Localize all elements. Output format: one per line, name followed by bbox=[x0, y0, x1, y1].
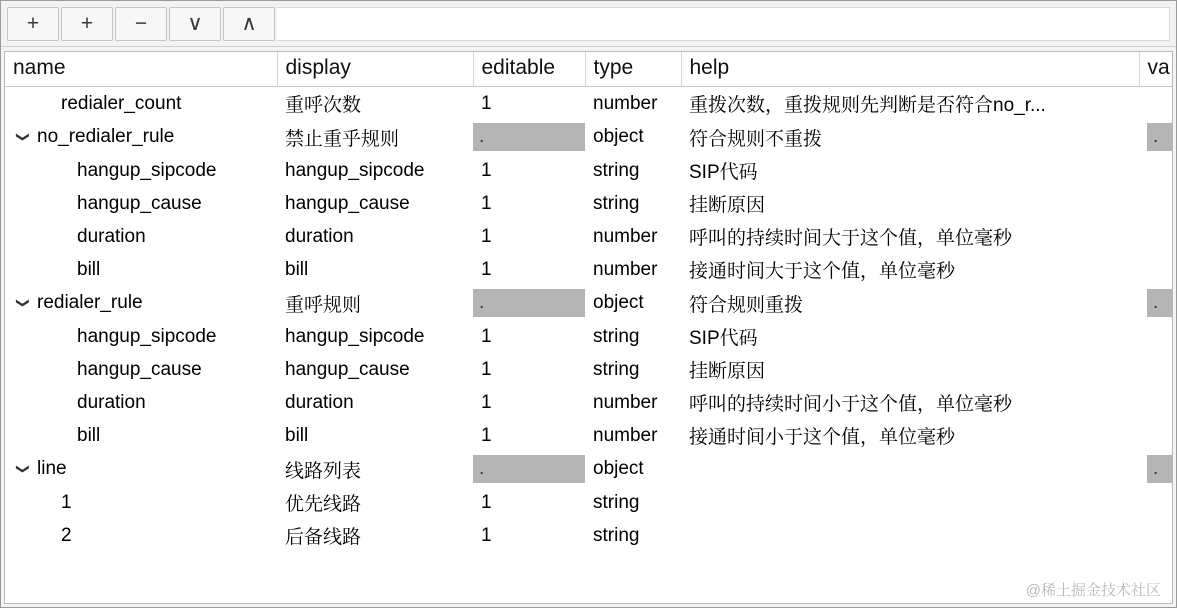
cell-help[interactable] bbox=[681, 519, 1139, 552]
cell-display[interactable] bbox=[277, 154, 473, 187]
cell-value[interactable] bbox=[1139, 120, 1173, 154]
table-row[interactable] bbox=[5, 519, 1173, 552]
minus-icon: − bbox=[134, 12, 148, 35]
cell-type[interactable] bbox=[585, 353, 681, 386]
row-name-label: hangup_sipcode bbox=[77, 325, 217, 347]
row-editable-value: 1 bbox=[481, 258, 492, 280]
cell-help[interactable] bbox=[681, 386, 1139, 419]
row-name-label: duration bbox=[77, 225, 146, 247]
column-header-name[interactable]: name bbox=[5, 52, 277, 87]
row-type-label: number bbox=[593, 225, 658, 247]
cell-editable[interactable] bbox=[473, 353, 585, 386]
cell-type[interactable] bbox=[585, 386, 681, 419]
cell-type[interactable] bbox=[585, 519, 681, 552]
column-header-editable[interactable]: editable bbox=[473, 52, 585, 87]
cell-help[interactable] bbox=[681, 320, 1139, 353]
cell-display[interactable] bbox=[277, 187, 473, 220]
cell-editable[interactable] bbox=[473, 452, 585, 486]
table-row[interactable] bbox=[5, 320, 1173, 353]
row-editable-value: 1 bbox=[481, 524, 492, 546]
row-name-label: bill bbox=[77, 424, 101, 446]
cell-editable[interactable] bbox=[473, 519, 585, 552]
cell-editable[interactable] bbox=[473, 386, 585, 419]
cell-name[interactable] bbox=[5, 220, 277, 253]
table-row[interactable] bbox=[5, 87, 1173, 121]
cell-editable[interactable] bbox=[473, 220, 585, 253]
table-row[interactable] bbox=[5, 253, 1173, 286]
row-display-label: 线路列表 bbox=[285, 460, 362, 482]
add-row-icon: + bbox=[26, 12, 40, 35]
row-help-label: 接通时间大于这个值，单位毫秒 bbox=[689, 261, 956, 282]
row-help-label: SIP代码 bbox=[689, 162, 758, 183]
move-down-button[interactable] bbox=[169, 7, 221, 41]
cell-help[interactable] bbox=[681, 486, 1139, 519]
table-row[interactable] bbox=[5, 154, 1173, 187]
row-editable-value: 1 bbox=[481, 424, 492, 446]
cell-help[interactable] bbox=[681, 220, 1139, 253]
cell-name[interactable] bbox=[5, 87, 277, 121]
cell-value[interactable] bbox=[1139, 286, 1173, 320]
cell-value[interactable] bbox=[1139, 486, 1173, 519]
row-type-label: number bbox=[593, 424, 658, 446]
row-editable-value: 1 bbox=[481, 325, 492, 347]
cell-help[interactable] bbox=[681, 419, 1139, 452]
cell-name[interactable] bbox=[5, 486, 277, 519]
row-display-label: hangup_sipcode bbox=[285, 159, 425, 181]
row-display-label: 优先线路 bbox=[285, 494, 362, 515]
row-display-label: duration bbox=[285, 391, 354, 413]
cell-editable[interactable] bbox=[473, 286, 585, 320]
cell-display[interactable] bbox=[277, 320, 473, 353]
add-row-button[interactable] bbox=[7, 7, 59, 41]
row-display-label: hangup_cause bbox=[285, 192, 410, 214]
cell-editable[interactable] bbox=[473, 253, 585, 286]
row-name-label: line bbox=[37, 458, 67, 479]
row-help-label: 接通时间小于这个值，单位毫秒 bbox=[689, 427, 956, 448]
row-help-label: SIP代码 bbox=[689, 328, 758, 349]
column-header-display[interactable]: display bbox=[277, 52, 473, 87]
cell-help[interactable] bbox=[681, 187, 1139, 220]
cell-editable[interactable] bbox=[473, 154, 585, 187]
row-type-label: number bbox=[593, 92, 658, 114]
cell-value[interactable] bbox=[1139, 452, 1173, 486]
table-header-row bbox=[5, 52, 1173, 87]
cell-name[interactable] bbox=[5, 320, 277, 353]
cell-type[interactable] bbox=[585, 187, 681, 220]
cell-help[interactable] bbox=[681, 120, 1139, 154]
cell-value[interactable] bbox=[1139, 187, 1173, 220]
cell-type[interactable] bbox=[585, 220, 681, 253]
row-editable-value: 1 bbox=[481, 192, 492, 214]
row-name-label: bill bbox=[77, 258, 101, 280]
row-name-label: redialer_count bbox=[61, 92, 182, 114]
row-help-label: 挂断原因 bbox=[689, 361, 766, 382]
row-type-label: number bbox=[593, 391, 658, 413]
table-row[interactable] bbox=[5, 286, 1173, 320]
cell-type[interactable] bbox=[585, 87, 681, 121]
row-editable-value: . bbox=[473, 123, 585, 151]
row-display-label: hangup_cause bbox=[285, 358, 410, 380]
cell-value[interactable] bbox=[1139, 320, 1173, 353]
table-row[interactable] bbox=[5, 120, 1173, 154]
cell-editable[interactable] bbox=[473, 486, 585, 519]
cell-type[interactable] bbox=[585, 286, 681, 320]
row-editable-value: . bbox=[473, 455, 585, 483]
expand-collapse-icon[interactable]: ❯ bbox=[16, 297, 31, 309]
row-type-label: string bbox=[593, 358, 640, 380]
row-type-label: string bbox=[593, 491, 640, 513]
row-editable-value: 1 bbox=[481, 159, 492, 181]
column-header-type[interactable]: type bbox=[585, 52, 681, 87]
row-value-label: . bbox=[1147, 123, 1173, 151]
row-help-label: 呼叫的持续时间大于这个值，单位毫秒 bbox=[689, 228, 1013, 249]
row-name-label: hangup_sipcode bbox=[77, 159, 217, 181]
row-name-label: redialer_rule bbox=[37, 292, 143, 313]
table-row[interactable] bbox=[5, 220, 1173, 253]
cell-value[interactable] bbox=[1139, 419, 1173, 452]
move-up-button[interactable] bbox=[223, 7, 275, 41]
cell-type[interactable] bbox=[585, 419, 681, 452]
cell-display[interactable] bbox=[277, 419, 473, 452]
remove-row-button[interactable] bbox=[115, 7, 167, 41]
cell-name[interactable] bbox=[5, 452, 277, 486]
cell-value[interactable] bbox=[1139, 253, 1173, 286]
row-name-label: 2 bbox=[61, 524, 72, 546]
row-name-label: hangup_cause bbox=[77, 192, 202, 214]
row-type-label: object bbox=[593, 292, 644, 313]
row-display-label: duration bbox=[285, 225, 354, 247]
cell-display[interactable] bbox=[277, 120, 473, 154]
cell-type[interactable] bbox=[585, 452, 681, 486]
row-display-label: 重呼次数 bbox=[285, 95, 362, 116]
cell-editable[interactable] bbox=[473, 120, 585, 154]
cell-value[interactable] bbox=[1139, 519, 1173, 552]
cell-value[interactable] bbox=[1139, 154, 1173, 187]
row-display-label: bill bbox=[285, 258, 309, 280]
row-editable-value: 1 bbox=[481, 491, 492, 513]
cell-editable[interactable] bbox=[473, 87, 585, 121]
table-row[interactable] bbox=[5, 187, 1173, 220]
row-type-label: object bbox=[593, 126, 644, 147]
chevron-up-icon: ∧ bbox=[241, 12, 257, 35]
row-display-label: bill bbox=[285, 424, 309, 446]
cell-help[interactable] bbox=[681, 286, 1139, 320]
table-row[interactable] bbox=[5, 353, 1173, 386]
cell-name[interactable] bbox=[5, 353, 277, 386]
row-name-label: hangup_cause bbox=[77, 358, 202, 380]
table-body bbox=[5, 87, 1173, 553]
cell-type[interactable] bbox=[585, 320, 681, 353]
cell-value[interactable] bbox=[1139, 220, 1173, 253]
cell-name[interactable] bbox=[5, 519, 277, 552]
add-child-button[interactable] bbox=[61, 7, 113, 41]
cell-display[interactable] bbox=[277, 253, 473, 286]
row-help-label: 重拨次数，重拨规则先判断是否符合no_r... bbox=[689, 95, 1046, 116]
cell-type[interactable] bbox=[585, 120, 681, 154]
cell-help[interactable] bbox=[681, 353, 1139, 386]
cell-value[interactable] bbox=[1139, 386, 1173, 419]
cell-display[interactable] bbox=[277, 486, 473, 519]
row-type-label: string bbox=[593, 192, 640, 214]
cell-editable[interactable] bbox=[473, 187, 585, 220]
row-help-label: 呼叫的持续时间小于这个值，单位毫秒 bbox=[689, 394, 1013, 415]
expand-collapse-icon[interactable]: ❯ bbox=[16, 131, 31, 143]
cell-display[interactable] bbox=[277, 286, 473, 320]
row-editable-value: 1 bbox=[481, 92, 492, 114]
row-type-label: string bbox=[593, 325, 640, 347]
cell-editable[interactable] bbox=[473, 320, 585, 353]
row-name-label: duration bbox=[77, 391, 146, 413]
cell-display[interactable] bbox=[277, 519, 473, 552]
cell-display[interactable] bbox=[277, 386, 473, 419]
cell-display[interactable] bbox=[277, 452, 473, 486]
row-editable-value: 1 bbox=[481, 225, 492, 247]
row-name-label: 1 bbox=[61, 491, 72, 513]
row-help-label: 挂断原因 bbox=[689, 195, 766, 216]
schema-table-container[interactable] bbox=[4, 51, 1173, 604]
row-help-label: 符合规则重拨 bbox=[689, 294, 804, 316]
toolbar bbox=[1, 1, 1176, 47]
expand-collapse-icon[interactable]: ❯ bbox=[16, 463, 31, 475]
cell-help[interactable] bbox=[681, 154, 1139, 187]
row-editable-value: . bbox=[473, 289, 585, 317]
row-type-label: string bbox=[593, 159, 640, 181]
row-type-label: object bbox=[593, 458, 644, 479]
row-help-label: 符合规则不重拨 bbox=[689, 128, 823, 150]
row-value-label: . bbox=[1147, 289, 1173, 317]
table-row[interactable] bbox=[5, 386, 1173, 419]
cell-name[interactable] bbox=[5, 253, 277, 286]
cell-name[interactable] bbox=[5, 187, 277, 220]
row-type-label: number bbox=[593, 258, 658, 280]
column-header-help[interactable]: help bbox=[681, 52, 1139, 87]
cell-type[interactable] bbox=[585, 253, 681, 286]
row-name-label: no_redialer_rule bbox=[37, 126, 175, 147]
cell-name[interactable] bbox=[5, 120, 277, 154]
add-child-icon: + bbox=[80, 12, 94, 35]
cell-display[interactable] bbox=[277, 87, 473, 121]
row-display-label: 禁止重乎规则 bbox=[285, 128, 400, 150]
cell-help[interactable] bbox=[681, 87, 1139, 121]
row-editable-value: 1 bbox=[481, 358, 492, 380]
cell-display[interactable] bbox=[277, 353, 473, 386]
cell-help[interactable] bbox=[681, 452, 1139, 486]
row-display-label: 重呼规则 bbox=[285, 294, 362, 316]
chevron-down-icon: ∨ bbox=[187, 12, 203, 35]
table-row[interactable] bbox=[5, 452, 1173, 486]
table-row[interactable] bbox=[5, 419, 1173, 452]
row-value-label: . bbox=[1147, 455, 1173, 483]
cell-type[interactable] bbox=[585, 486, 681, 519]
cell-value[interactable] bbox=[1139, 87, 1173, 121]
row-editable-value: 1 bbox=[481, 391, 492, 413]
table-row[interactable] bbox=[5, 486, 1173, 519]
cell-display[interactable] bbox=[277, 220, 473, 253]
row-type-label: string bbox=[593, 524, 640, 546]
schema-table bbox=[5, 52, 1173, 552]
column-header-value[interactable]: va bbox=[1139, 52, 1173, 87]
cell-editable[interactable] bbox=[473, 419, 585, 452]
row-display-label: hangup_sipcode bbox=[285, 325, 425, 347]
toolbar-empty-area bbox=[277, 7, 1170, 41]
row-display-label: 后备线路 bbox=[285, 527, 362, 548]
cell-name[interactable] bbox=[5, 419, 277, 452]
watermark: @稀土掘金技术社区 bbox=[1025, 582, 1161, 599]
cell-name[interactable] bbox=[5, 386, 277, 419]
cell-name[interactable] bbox=[5, 154, 277, 187]
cell-value[interactable] bbox=[1139, 353, 1173, 386]
cell-type[interactable] bbox=[585, 154, 681, 187]
cell-help[interactable] bbox=[681, 253, 1139, 286]
cell-name[interactable] bbox=[5, 286, 277, 320]
